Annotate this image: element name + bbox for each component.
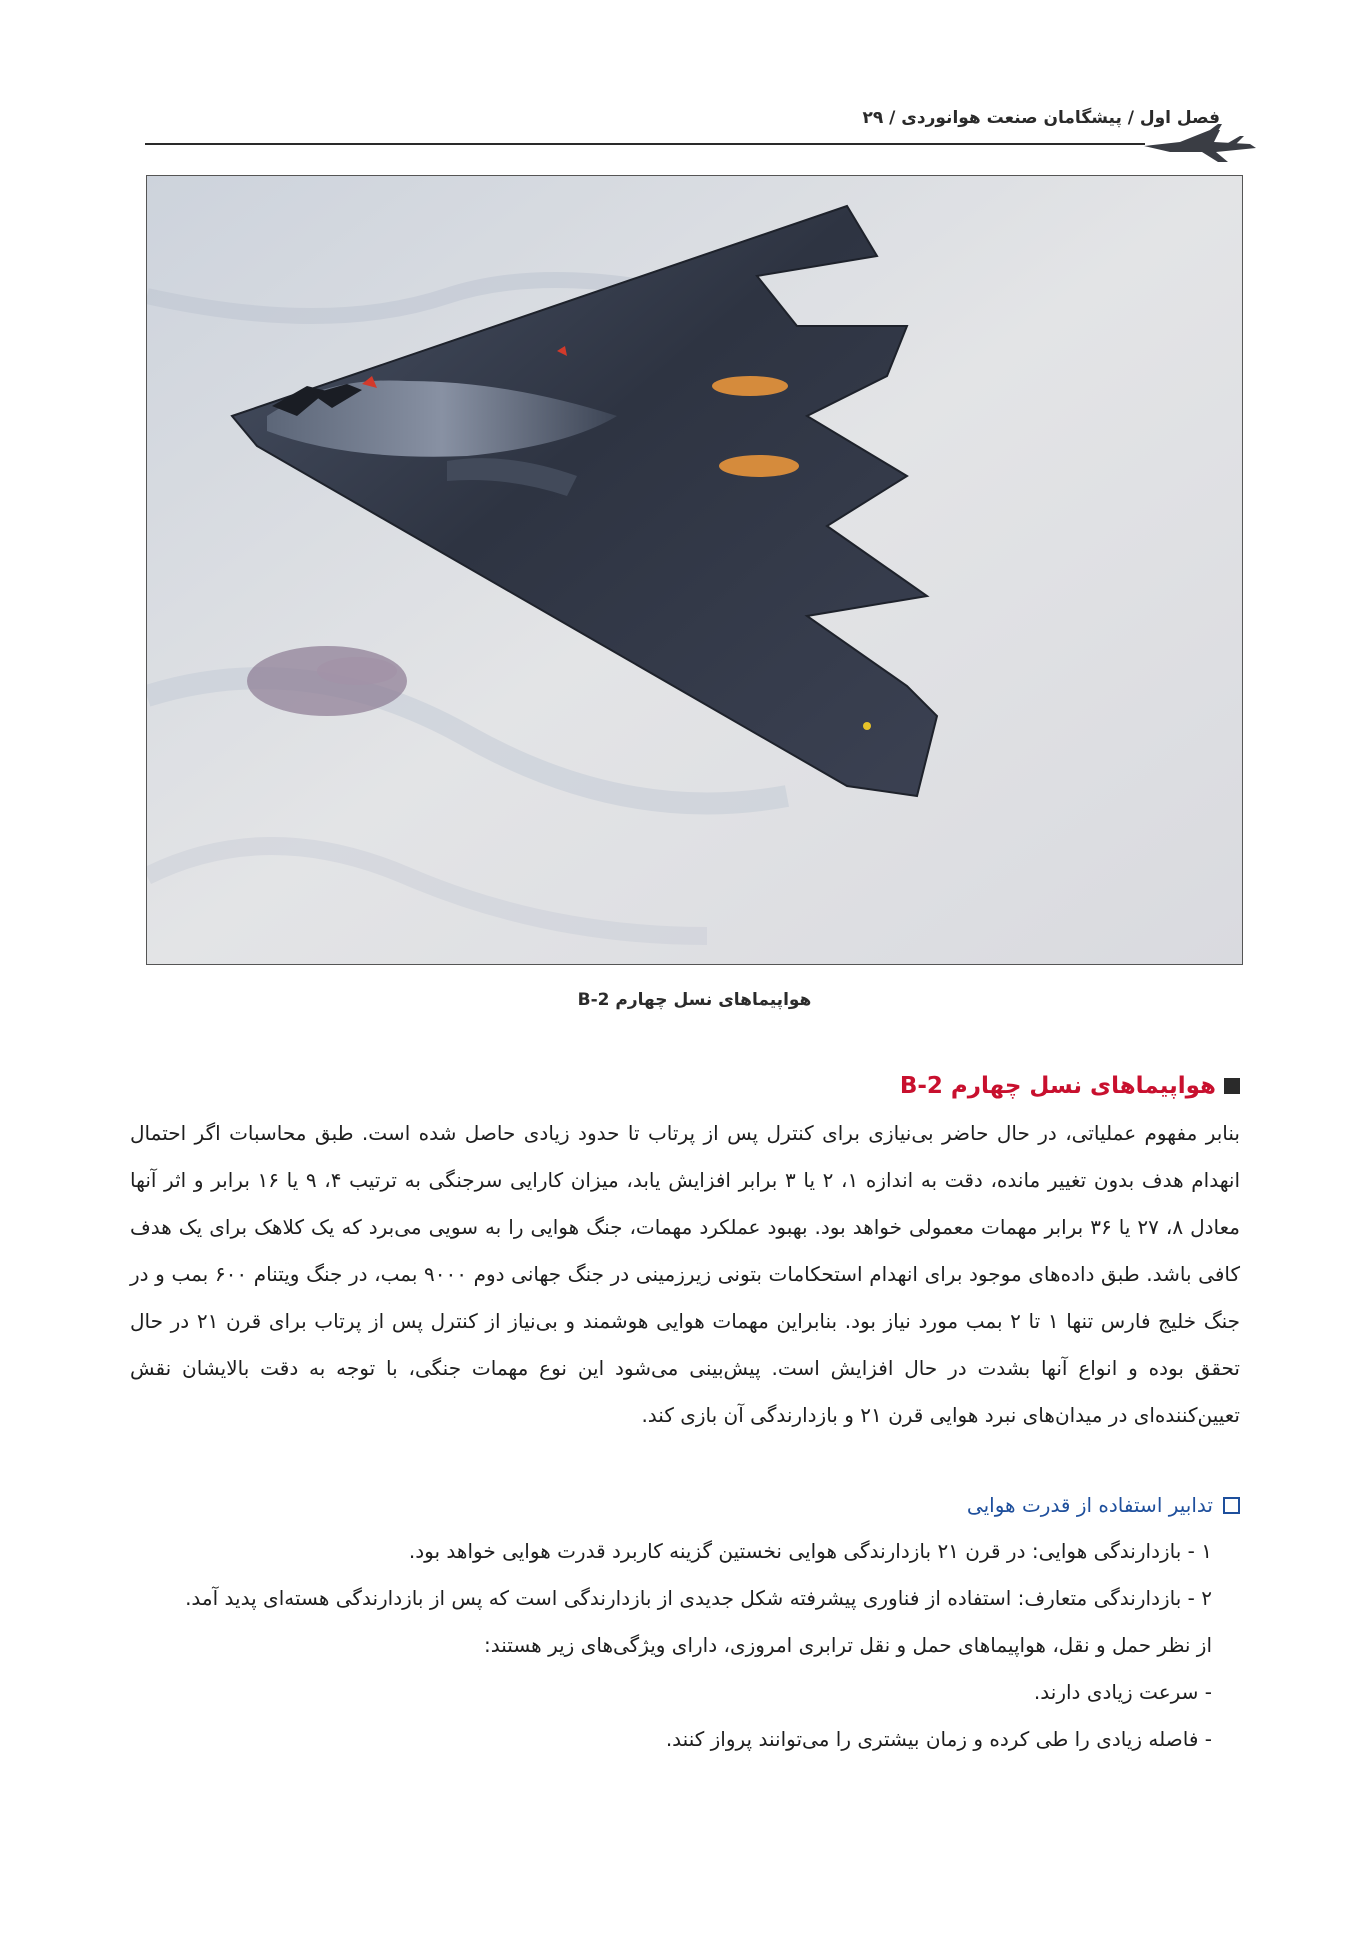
b2-aircraft-photo <box>146 175 1243 965</box>
subsection-heading-text: تدابیر استفاده از قدرت هوایی <box>966 1493 1213 1517</box>
running-header: فصل اول / پیشگامان صنعت هوانوردی / ۲۹ <box>862 108 1220 128</box>
list-item: ۲ - بازدارندگی متعارف: استفاده از فناوری پیشرفته شکل جدیدی از بازدارندگی است که پس از بازدارندگی هسته‌ای پدید آمد. <box>185 1586 1212 1610</box>
measures-list <box>122 1528 1212 1763</box>
body-paragraph <box>130 1110 1240 1439</box>
list-item: - فاصله زیادی را طی کرده و زمان بیشتری را می‌توانند پرواز کنند. <box>665 1727 1212 1751</box>
jet-logo-icon <box>1140 122 1260 166</box>
section-heading-text: هواپیماهای نسل چهارم B-2 <box>899 1073 1216 1099</box>
section-heading <box>900 1073 1240 1099</box>
list-item: ۱ - بازدارندگی هوایی: در قرن ۲۱ بازدارندگی هوایی نخستین گزینه کاربرد قدرت هوایی خواهد بود. <box>408 1539 1212 1563</box>
subsection-heading <box>967 1493 1240 1517</box>
list-item: از نظر حمل و نقل، هواپیماهای حمل و نقل ترابری امروزی، دارای ویژگی‌های زیر هستند: <box>484 1633 1212 1657</box>
figure-caption: هواپیماهای نسل چهارم B-2 <box>577 990 812 1010</box>
checkbox-icon <box>1223 1497 1240 1514</box>
header-rule <box>145 143 1145 145</box>
paragraph-text: بنابر مفهوم عملیاتی، در حال حاضر بی‌نیازی برای کنترل پس از پرتاب تا حدود زیادی حاصل شده است. طبق محاسبات اگر احتمال انهدام هدف بدون تغییر مانده، دقت به اندازه ۱، ۲ یا ۳ برابر افزایش یابد، میزان کارایی سرجنگی به ترتیب ۴، ۹ یا ۱۶ برابر و اثر آنها معادل ۸، ۲۷ یا ۳۶ برابر مهمات معمولی خواهد بود. بهبود عملکرد مهمات، جنگ هوایی را به سویی می‌برد که یک کلاهک برای یک هدف کافی باشد. طبق داده‌های موجود برای انهدام استحکامات بتونی زیرزمینی در جنگ جهانی دوم ۹۰۰۰ بمب، در جنگ ویتنام ۶۰۰ بمب و در جنگ خلیج فارس تنها ۱ تا ۲ بمب مورد نیاز بود. بنابراین مهمات هوایی هوشمند و بی‌نیاز از کنترل پس از پرتاب برای قرن ۲۱ در حال تحقق بوده و انواع آنها بشدت در حال افزایش است. پیش‌بینی می‌شود این نوع مهمات جنگی، با توجه به دقت بالایشان نقش تعیین‌کننده‌ای در میدان‌های نبرد هوایی قرن ۲۱ و بازدارندگی آن بازی کند. <box>130 1121 1241 1427</box>
heading-square-icon <box>1224 1078 1240 1094</box>
list-item: - سرعت زیادی دارند. <box>1033 1680 1212 1704</box>
